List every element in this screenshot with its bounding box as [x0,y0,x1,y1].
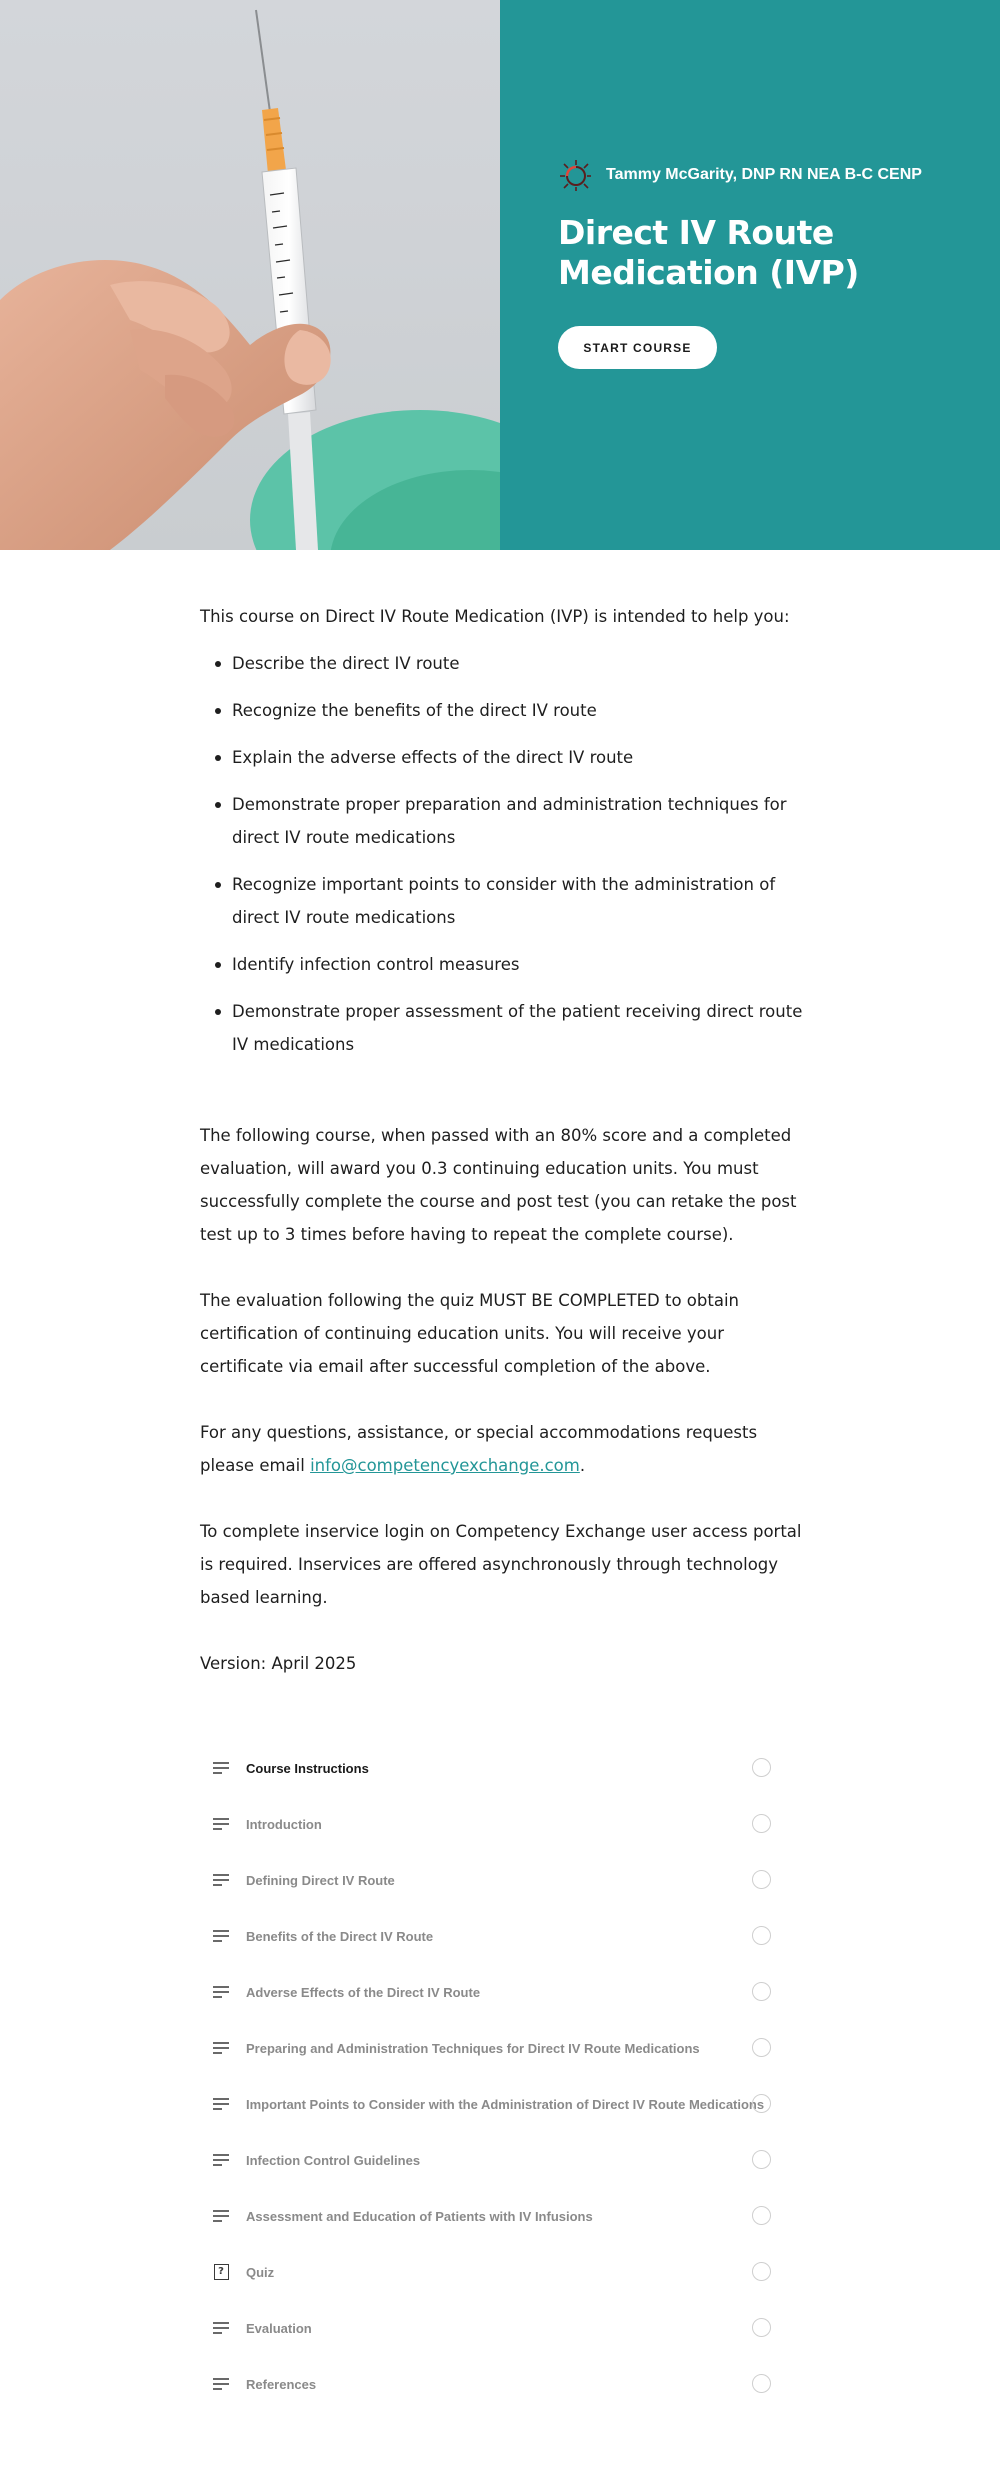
lines-icon [208,2038,234,2058]
lesson-item[interactable] [200,2356,780,2412]
author-name: Tammy McGarity, DNP RN NEA B-C CENP [606,166,922,183]
objective-item: Explain the adverse effects of the direct IV route [232,741,810,774]
evaluation-text: The evaluation following the quiz MUST BE COMPLETED to obtain certification of continuing education units. You will receive your certificate via email after successful completion of the above. [200,1291,739,1376]
lesson-item[interactable] [200,1908,780,1964]
lesson-title: Benefits of the Direct IV Route [246,1928,434,1944]
lesson-item[interactable] [200,2132,780,2188]
lines-icon [208,2150,234,2170]
contact-email-link[interactable]: info@competencyexchange.com [310,1456,580,1475]
lesson-list [200,1740,780,2412]
lines-icon [208,2094,234,2114]
lesson-title: Introduction [246,1816,322,1832]
lesson-title: Course Instructions [246,1760,369,1776]
version-text: Version: April 2025 [200,1654,357,1673]
hero-image [0,0,500,550]
lesson-item[interactable] [200,1740,780,1796]
lesson-item[interactable] [200,1852,780,1908]
lesson-title: Evaluation [246,2320,312,2336]
objectives-list [200,647,810,1061]
lines-icon [208,2206,234,2226]
start-course-button[interactable]: START COURSE [558,326,717,369]
lesson-title: Infection Control Guidelines [246,2152,421,2168]
lesson-status-circle-icon [752,1870,771,1889]
lesson-status-circle-icon [752,2262,771,2281]
lesson-title: Adverse Effects of the Direct IV Route [246,1984,481,2000]
contact-text [200,1416,810,1482]
lesson-status-circle-icon [752,2094,771,2113]
objective-item: Recognize the benefits of the direct IV route [232,694,810,727]
intro-text: This course on Direct IV Route Medication (IVP) is intended to help you: [200,607,790,626]
lesson-item[interactable] [200,2188,780,2244]
lesson-status-circle-icon [752,1982,771,2001]
lines-icon [208,2318,234,2338]
lesson-title: References [246,2376,317,2392]
lesson-title: Important Points to Consider with the Administration of Direct IV Route Medications [246,2096,765,2112]
lesson-item[interactable] [200,2020,780,2076]
author-row [558,158,922,192]
course-hero [0,0,1000,550]
contact-prefix: For any questions, assistance, or special accommodations requests please email [200,1423,758,1475]
objective-item: Demonstrate proper preparation and administration techniques for direct IV route medications [232,788,810,854]
lesson-item[interactable] [200,2300,780,2356]
lesson-status-circle-icon [752,2150,771,2169]
lesson-status-circle-icon [752,2206,771,2225]
lesson-item[interactable] [200,1796,780,1852]
lines-icon [208,1758,234,1778]
lesson-status-circle-icon [752,2318,771,2337]
lesson-title: Assessment and Education of Patients with IV Infusions [246,2208,593,2224]
course-description [200,600,810,1680]
lines-icon [208,2374,234,2394]
lines-icon [208,1870,234,1890]
quiz-icon [208,2262,234,2282]
objective-item: Identify infection control measures [232,948,810,981]
completion-text: The following course, when passed with an 80% score and a completed evaluation, will award you 0.3 continuing education units. You must successfully complete the course and post test (you can retake the post test up to 3 times before having to repeat the complete course). [200,1126,797,1244]
syringe-hand-illustration [0,0,500,550]
lines-icon [208,1814,234,1834]
lesson-title: Preparing and Administration Techniques for Direct IV Route Medications [246,2040,700,2056]
lesson-title: Quiz [246,2264,275,2280]
objective-item: Recognize important points to consider with the administration of direct IV route medications [232,868,810,934]
objective-item: Demonstrate proper assessment of the patient receiving direct route IV medications [232,995,810,1061]
hero-panel [500,0,1000,550]
lesson-status-circle-icon [752,2038,771,2057]
lines-icon [208,1982,234,2002]
lesson-status-circle-icon [752,1758,771,1777]
lesson-item[interactable] [200,2244,780,2300]
lesson-item[interactable] [200,2076,780,2132]
lesson-item[interactable] [200,1964,780,2020]
contact-suffix: . [579,1456,586,1475]
course-title: Direct IV Route Medication (IVP) [558,213,859,292]
lesson-status-circle-icon [752,1926,771,1945]
lesson-status-circle-icon [752,2374,771,2393]
lines-icon [208,1926,234,1946]
lesson-title: Defining Direct IV Route [246,1872,395,1888]
lesson-status-circle-icon [752,1814,771,1833]
quiz-glyph: ? [214,2264,229,2280]
objective-item: Describe the direct IV route [232,647,810,680]
login-text: To complete inservice login on Competency Exchange user access portal is required. Inservices are offered asynchronously through technology based learning. [200,1522,802,1607]
virus-logo-icon [558,158,592,192]
